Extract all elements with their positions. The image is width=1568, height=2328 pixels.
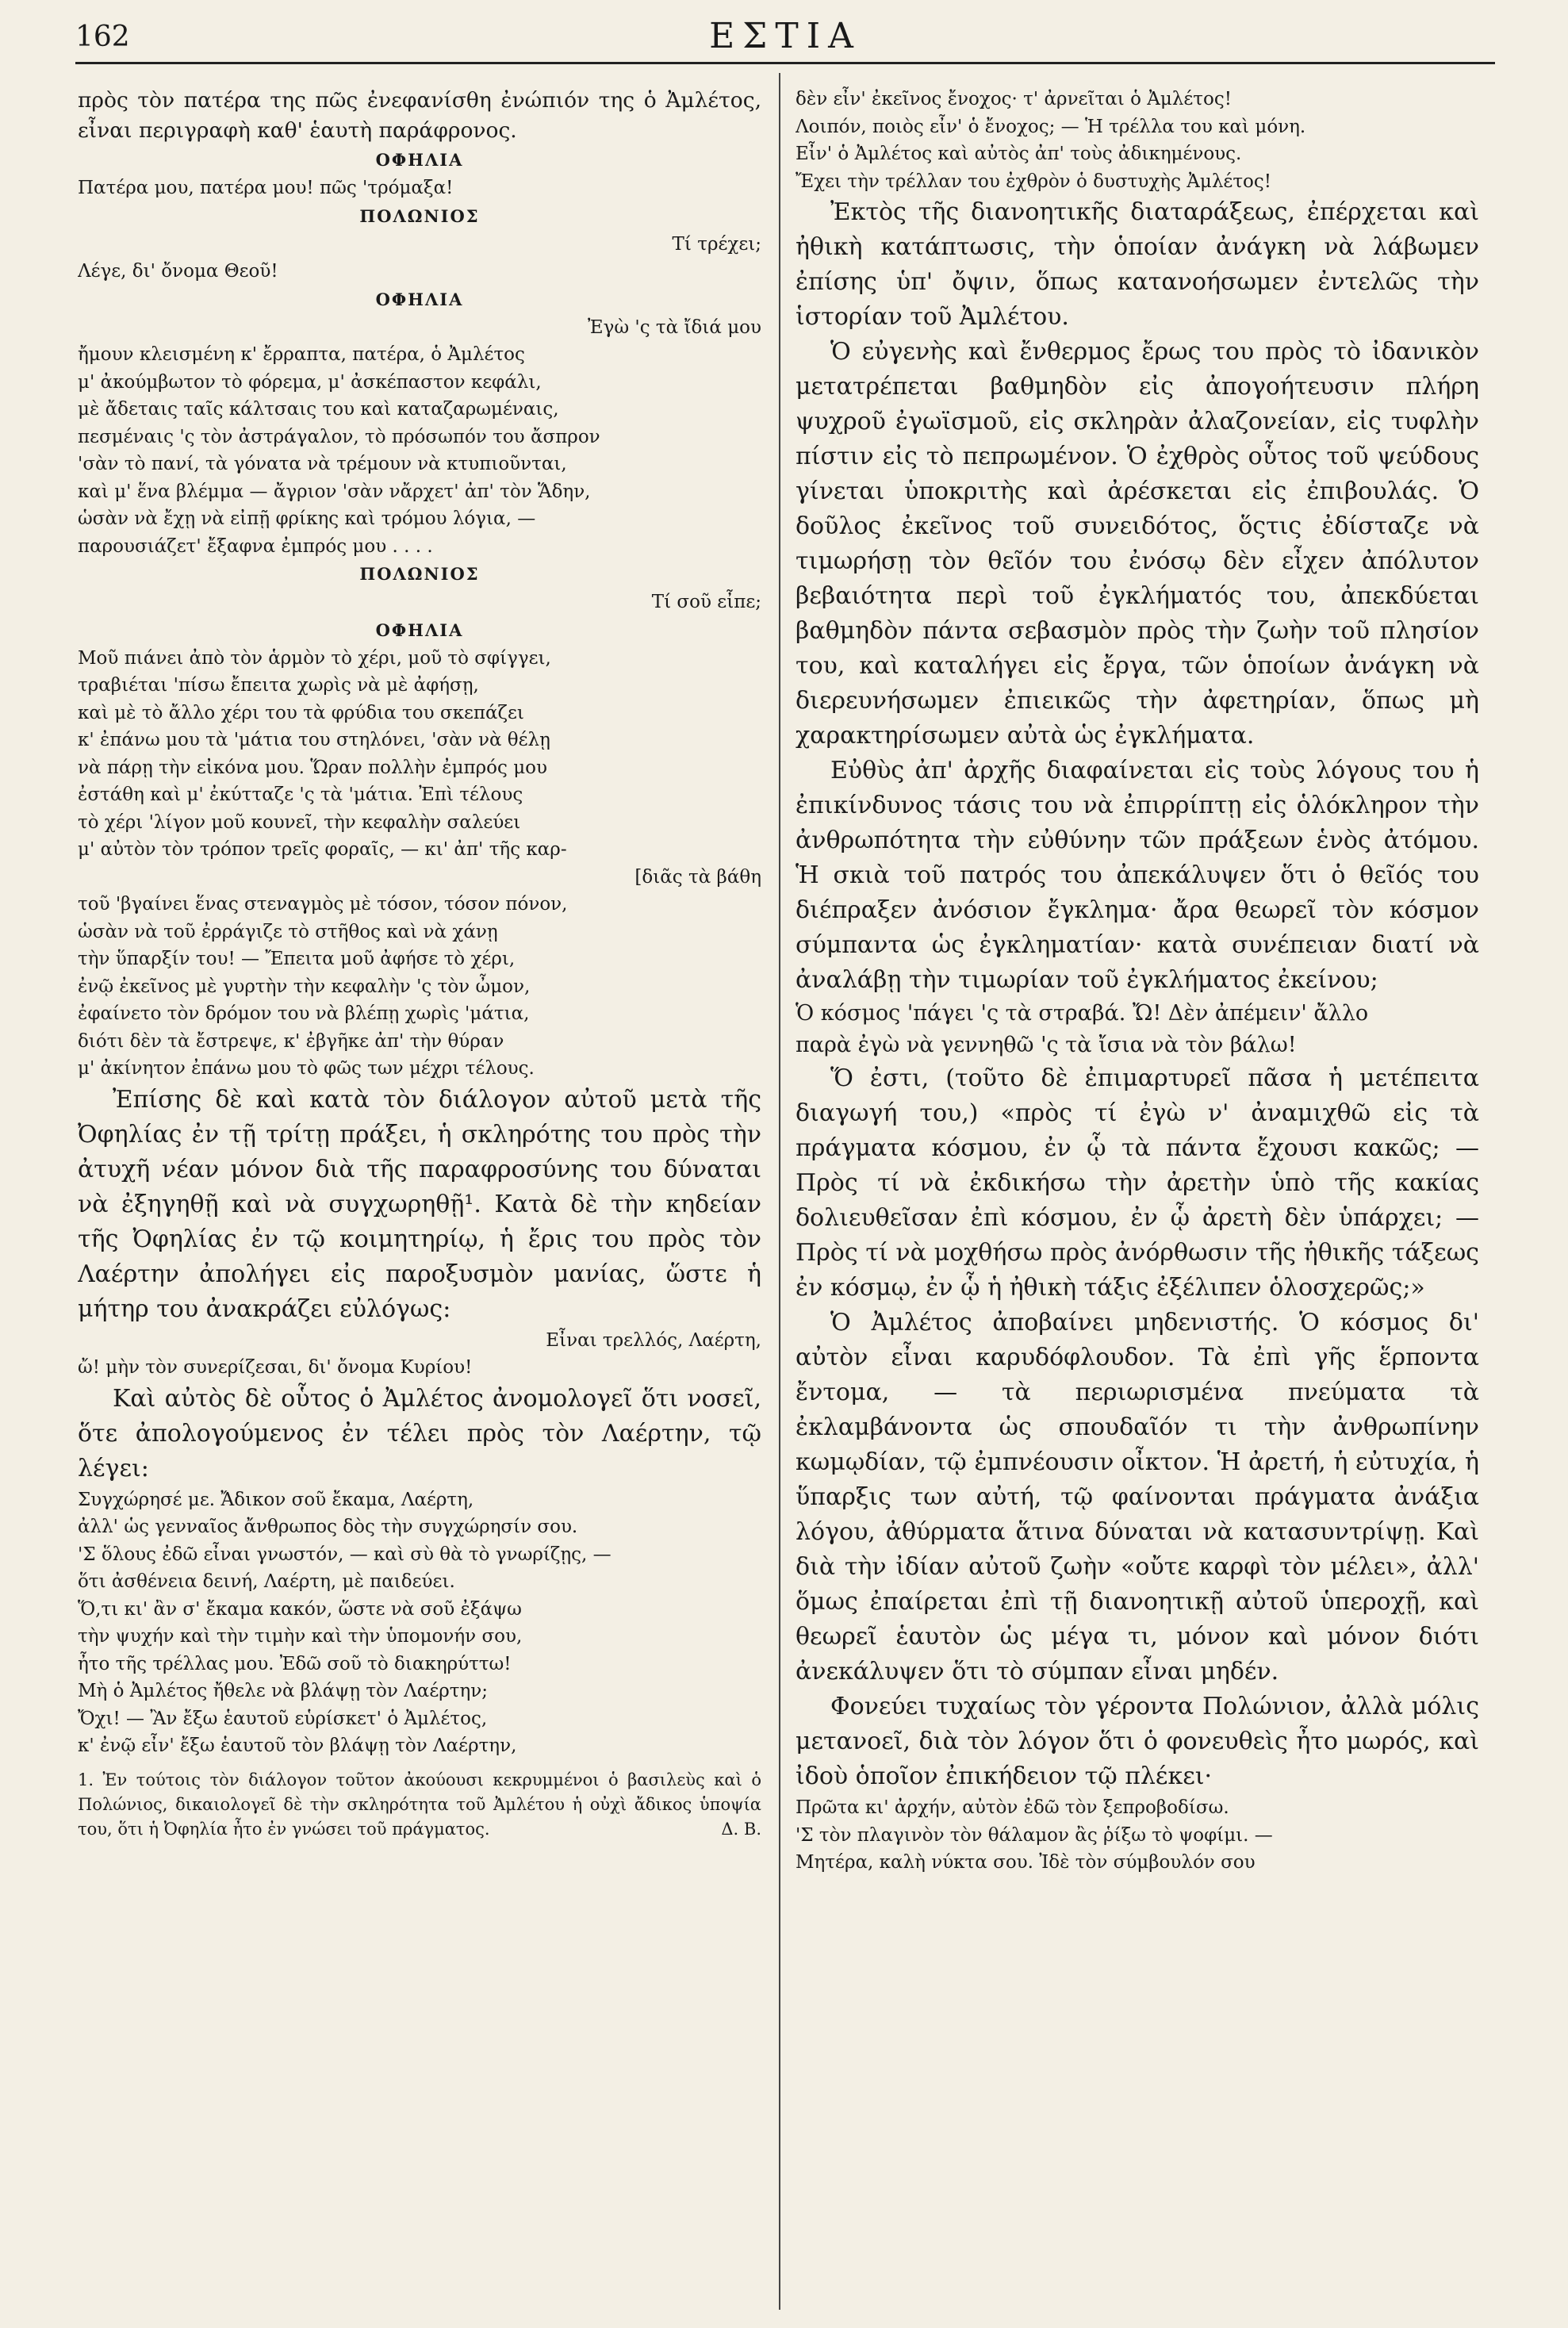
footnote-signature: Δ. Β.	[721, 1819, 761, 1839]
verse-line: τὴν ὕπαρξίν του! — Ἔπειτα μοῦ ἀφήσε τὸ χέρι,	[78, 949, 516, 969]
body-paragraph: Ἐκτὸς τῆς διανοητικῆς διαταράξεως, ἐπέρχεται καὶ ἠθικὴ κατάπτωσις, τὴν ὁποίαν ἀνάγκη νὰ λάβωμεν ἐπίσης ὑπ' ὄψιν, ὅπως κατανοήσωμεν ἐντελῶς τὴν ἱστορίαν τοῦ Ἀμλέτου.	[796, 198, 1479, 331]
verse-line: Ὅ,τι κι' ἂν σ' ἔκαμα κακόν, ὥστε νὰ σοῦ ἐξάψω	[78, 1598, 522, 1620]
verse-line: ἀλλ' ὡς γενναῖος ἄνθρωπος δὸς τὴν συγχώρησίν σου.	[78, 1517, 578, 1537]
speaker-label: ΟΦΗΛΙΑ	[375, 289, 464, 309]
speaker-label: ΠΟΛΩΝΙΟΣ	[359, 564, 480, 584]
verse-block	[78, 1486, 761, 1760]
verse-line: νὰ πάρῃ τὴν εἰκόνα μου. Ὥραν πολλὴν ἐμπρός μου	[78, 757, 547, 778]
body-paragraph: Ἐπίσης δὲ καὶ κατὰ τὸν διάλογον αὐτοῦ μετὰ τῆς Ὀφηλίας ἐν τῇ τρίτῃ πράξει, ἡ σκληρότης του πρὸς τὴν ἀτυχῆ νέαν μόνον διὰ τῆς παραφροσύνης του δύναται νὰ ἐξηγηθῇ καὶ νὰ συγχωρηθῇ¹. Κατὰ δὲ τὴν κηδείαν τῆς Ὀφηλίας ἐν τῷ κοιμητηρίῳ, ἡ ἔρις του πρὸς τὸν Λαέρτην ἀπολήγει εἰς παροξυσμὸν μανίας, ὥστε ἡ μήτηρ του ἀνακράζει εὐλόγως:	[78, 1085, 761, 1323]
verse-line: ὅτι ἀσθένεια δεινή, Λαέρτη, μὲ παιδεύει.	[78, 1571, 455, 1592]
verse-line: Ὄχι! — Ἂν ἔξω ἑαυτοῦ εὑρίσκετ' ὁ Ἀμλέτος,	[78, 1708, 488, 1729]
verse-line: μ' ἀκίνητον ἐπάνω μου τὸ φῶς των μέχρι τέλους.	[78, 1058, 535, 1079]
verse-line: καὶ μὲ τὸ ἄλλο χέρι του τὰ φρύδια του σκεπάζει	[78, 702, 524, 723]
speaker-label: ΟΦΗΛΙΑ	[375, 150, 464, 170]
body-paragraph: Ὁ Ἀμλέτος ἀποβαίνει μηδενιστής. Ὁ κόσμος δι' αὐτὸν εἶναι καρυδόφλουδον. Τὰ ἐπὶ γῆς ἕρποντα ἔντομα, — τὰ περιωρισμένα πνεύματα τὰ ἐκλαμβάνοντα ὡς σπουδαῖόν τι τὴν ἀνθρωπίνην κωμῳδίαν, τῷ ἐμπνέουσιν οἶκτον. Ἡ ἀρετή, ἡ εὐτυχία, ἡ ὕπαρξις των αὐτή, τῷ φαίνονται πράγματα ἀνάξια λόγου, ἀθύρματα ἅτινα δύναται νὰ κατασυντρίψῃ. Καὶ διὰ τὴν ἰδίαν αὐτοῦ ζωὴν «οὔτε καρφὶ τὸν μέλει», ἀλλ' ὅμως ἐπαίρεται ἐπὶ τῇ διανοητικῇ αὐτοῦ ὑπεροχῇ, καὶ θεωρεῖ ἑαυτὸν ὡς μέγα τι, μόνον καὶ μόνον διότι ἀνεκάλυψεν ὅτι τὸ σύμπαν εἶναι μηδέν.	[796, 1309, 1479, 1686]
verse-line: Μὴ ὁ Ἀμλέτος ἤθελε νὰ βλάψῃ τὸν Λαέρτην;	[78, 1681, 488, 1701]
verse-line: κ' ἐνῷ εἶν' ἔξω ἑαυτοῦ τὸν βλάψῃ τὸν Λαέρτην,	[78, 1735, 517, 1756]
quote-line: Εἶναι τρελλός, Λαέρτη,	[546, 1329, 761, 1351]
verse-line: ἦτο τῆς τρέλλας μου. Ἐδῶ σοῦ τὸ διακηρύττω!	[78, 1653, 512, 1674]
body-paragraph: Εὐθὺς ἀπ' ἀρχῆς διαφαίνεται εἰς τοὺς λόγους του ἡ ἐπικίνδυνος τάσις του νὰ ἐπιρρίπτῃ εἰς ὁλόκληρον τὴν ἀνθρωπότητα τὴν εὐθύνην τῶν πράξεων ἑνὸς ἀτόμου. Ἡ σκιὰ τοῦ πατρός του ἀπεκάλυψεν ὅτι ὁ θεῖός του διέπραξεν ἀνόσιον ἔγκλημα· ἄρα θεωρεῖ τὸν κόσμον σύμπαντα ὡς ἐγκληματίαν· κατὰ συνέπειαν διατί νὰ ἀναλάβῃ τὴν τιμωρίαν τοῦ ἐγκλήματος ἐκείνου;	[796, 757, 1479, 994]
verse-line: 'Σ ὅλους ἐδῶ εἶναι γνωστόν, — καὶ σὺ θὰ τὸ γνωρίζῃς, —	[78, 1544, 611, 1565]
verse-line: Μητέρα, καλὴ νύκτα σου. Ἰδὲ τὸν σύμβουλόν σου	[796, 1852, 1256, 1873]
journal-title: ΕΣΤΙΑ	[709, 16, 861, 56]
verse-line: 'σὰν τὸ πανί, τὰ γόνατα νὰ τρέμουν νὰ κτυπιοῦνται,	[78, 454, 567, 474]
verse-block	[796, 998, 1479, 1061]
verse-line: Τί σοῦ εἶπε;	[651, 592, 761, 612]
verse-line: ἤμουν κλεισμένη κ' ἔρραπτα, πατέρα, ὁ Ἀμλέτος	[78, 344, 525, 365]
verse-line: μὲ ἄδεταις ταῖς κάλτσαις του καὶ καταζαρωμέναις,	[78, 399, 559, 420]
verse-line: μ' ἀκούμβωτον τὸ φόρεμα, μ' ἀσκέπαστον κεφάλι,	[78, 371, 542, 393]
verse-line: παρὰ ἐγὼ νὰ γεννηθῶ 'ς τὰ ἴσια νὰ τὸν βάλω!	[796, 1033, 1297, 1057]
verse-line: Λέγε, δι' ὄνομα Θεοῦ!	[78, 261, 278, 282]
verse-line: Μοῦ πιάνει ἀπὸ τὸν ἁρμὸν τὸ χέρι, μοῦ τὸ σφίγγει,	[78, 647, 551, 669]
verse-line: διότι δὲν τὰ ἔστρεψε, κ' ἐβγῆκε ἀπ' τὴν θύραν	[78, 1030, 504, 1052]
body-paragraph: Καὶ αὐτὸς δὲ οὗτος ὁ Ἀμλέτος ἀνομολογεῖ ὅτι νοσεῖ, ὅτε ἀπολογούμενος ἐν τέλει πρὸς τὸν Λαέρτην, τῷ λέγει:	[78, 1384, 761, 1482]
verse-line: Ἐγὼ 'ς τὰ ἴδιά μου	[587, 316, 761, 338]
header-rule	[75, 62, 1495, 64]
verse-line: Τί τρέχει;	[672, 233, 761, 255]
verse-line: [διᾶς τὰ βάθη	[634, 866, 761, 888]
verse-line: ἐφαίνετο τὸν δρόμον του νὰ βλέπῃ χωρὶς 'μάτια,	[78, 1003, 530, 1024]
verse-line: πεσμέναις 'ς τὸν ἀστράγαλον, τὸ πρόσωπόν του ἄσπρον	[78, 426, 600, 447]
page-header	[75, 14, 1495, 63]
footnote	[78, 1768, 761, 1842]
left-column	[78, 86, 761, 2291]
verse-line: Εἶν' ὁ Ἀμλέτος καὶ αὐτὸς ἀπ' τοὺς ἀδικημένους.	[796, 144, 1242, 164]
footnote-text: 1. Ἐν τούτοις τὸν διάλογον τοῦτον ἀκούουσι κεκρυμμένοι ὁ βασιλεὺς καὶ ὁ Πολώνιος, δικαιολογεῖ δὲ τὴν σκληρότητα τοῦ Ἀμλέτου ἡ οὐχὶ ἄδικος ὑποψία του, ὅτι ἡ Ὀφηλία ἦτο ἐν γνώσει τοῦ πράγματος.	[78, 1770, 761, 1839]
verse-line: τὸ χέρι 'λίγον μοῦ κουνεῖ, τὴν κεφαλὴν σαλεύει	[78, 811, 521, 833]
speaker-label: ΠΟΛΩΝΙΟΣ	[359, 205, 480, 226]
column-divider	[779, 73, 780, 2310]
verse-line: κ' ἐπάνω μου τὰ 'μάτια του στηλόνει, 'σὰν νὰ θέλῃ	[78, 730, 550, 750]
verse-line: ἐνῷ ἐκεῖνος μὲ γυρτὴν τὴν κεφαλὴν 'ς τὸν ὦμον,	[78, 976, 531, 997]
verse-block	[796, 86, 1479, 195]
quote-line: ὤ! μὴν τὸν συνερίζεσαι, δι' ὄνομα Κυρίου!	[78, 1357, 473, 1378]
body-paragraph: Φονεύει τυχαίως τὸν γέροντα Πολώνιον, ἀλλὰ μόλις μετανοεῖ, διὰ τὸν λόγον ὅτι ὁ φονευθεὶς ἦτο μωρός, καὶ ἰδοὺ ὁποῖον ἐπικήδειον τῷ πλέκει·	[796, 1693, 1479, 1790]
verse-block	[78, 314, 761, 561]
verse-block	[78, 645, 761, 1083]
verse-line: ἐστάθη καὶ μ' ἐκύτταζε 'ς τὰ 'μάτια. Ἐπὶ τέλους	[78, 784, 523, 805]
verse-line: Ἔχει τὴν τρέλλαν του ἐχθρὸν ὁ δυστυχὴς Ἀμλέτος!	[796, 171, 1272, 192]
verse-line: δὲν εἶν' ἐκεῖνος ἔνοχος· τ' ἀρνεῖται ὁ Ἀμλέτος!	[796, 89, 1232, 109]
verse-line: 'Σ τὸν πλαγινὸν τὸν θάλαμον ἂς ῥίξω τὸ ψοφίμι. —	[796, 1824, 1273, 1846]
verse-line: Ὁ κόσμος 'πάγει 'ς τὰ στραβά. Ὤ! Δὲν ἀπέμειν' ἄλλο	[796, 1001, 1369, 1026]
verse-line: Πρῶτα κι' ἀρχήν, αὐτὸν ἐδῶ τὸν ξεπροβοδίσω.	[796, 1797, 1229, 1818]
verse-line: τραβιέται 'πίσω ἔπειτα χωρὶς νὰ μὲ ἀφήσῃ,	[78, 675, 479, 696]
speaker-label: ΟΦΗΛΙΑ	[375, 619, 464, 640]
page-number: 162	[75, 21, 130, 53]
verse-line: καὶ μ' ἕνα βλέμμα — ἄγριον 'σὰν νἄρχετ' ἀπ' τὸν Ἅδην,	[78, 481, 591, 502]
verse-line: τοῦ 'βγαίνει ἕνας στεναγμὸς μὲ τόσον, τόσον πόνον,	[78, 894, 568, 915]
verse-line: παρουσιάζετ' ἔξαφνα ἐμπρός μου . . . .	[78, 535, 433, 557]
intro-paragraph: πρὸς τὸν πατέρα της πῶς ἐνεφανίσθη ἐνώπιόν της ὁ Ἀμλέτος, εἶναι περιγραφὴ καθ' ἑαυτὴ παράφρονος.	[78, 88, 761, 143]
body-paragraph: Ὁ εὐγενὴς καὶ ἔνθερμος ἔρως του πρὸς τὸ ἰδανικὸν μετατρέπεται βαθμηδὸν εἰς ἀπογοήτευσιν πλήρη ψυχροῦ ἐγωϊσμοῦ, εἰς σκληρὰν ἀλαζονείαν, εἰς τυφλὴν πίστιν εἰς τὸ πεπρωμένον. Ὁ ἐχθρὸς οὗτος τοῦ ψεύδους γίνεται ὑποκριτὴς καὶ ἀρέσκεται εἰς ἐπιβουλάς. Ὁ δοῦλος ἐκεῖνος τοῦ συνειδότος, ὅςτις ἐδίσταζε νὰ τιμωρήσῃ τὸν θεῖόν του ἐνόσῳ δὲν εἶχεν ἀπόλυτον βεβαιότητα περὶ τοῦ ἐγκλήματός του, ἀπεκδύεται βαθμηδὸν πάντα σεβασμὸν πρὸς τὴν ζωὴν τοῦ πλησίον του, καὶ καταλήγει εἰς ἔργα, τῶν ὁποίων ἀνάγκη νὰ διερευνήσωμεν ἐπιεικῶς τὴν ἀφετηρίαν, ὅπως μὴ χαρακτηρίσωμεν αὐτὰ ὡς ἐγκλήματα.	[796, 338, 1479, 750]
verse-line: ὡσὰν νὰ τοῦ ἐρράγιζε τὸ στῆθος καὶ νὰ χάνῃ	[78, 921, 498, 942]
verse-line: Συγχώρησέ με. Ἄδικον σοῦ ἔκαμα, Λαέρτη,	[78, 1489, 474, 1510]
verse-line: μ' αὐτὸν τὸν τρόπον τρεῖς φοραῖς, — κι' ἀπ' τῆς καρ-	[78, 839, 567, 860]
verse-block	[796, 1794, 1479, 1877]
verse-line: Πατέρα μου, πατέρα μου! πῶς 'τρόμαξα!	[78, 178, 454, 198]
right-column	[796, 86, 1479, 2307]
verse-line: τὴν ψυχήν καὶ τὴν τιμὴν καὶ τὴν ὑπομονήν σου,	[78, 1626, 523, 1647]
verse-line: ὡσὰν νὰ ἔχῃ νὰ εἰπῇ φρίκης καὶ τρόμου λόγια, —	[78, 508, 536, 529]
verse-line: Λοιπόν, ποιὸς εἶν' ὁ ἔνοχος; — Ἡ τρέλλα του καὶ μόνη.	[796, 116, 1306, 137]
body-paragraph: Ὅ ἐστι, (τοῦτο δὲ ἐπιμαρτυρεῖ πᾶσα ἡ μετέπειτα διαγωγή του,) «πρὸς τί ἐγὼ ν' ἀναμιχθῶ εἰς τὰ πράγματα κόσμου, ἐν ᾧ τὰ πάντα ἔχουσι κακῶς; — Πρὸς τί νὰ ἐκδικήσω τὴν ἀρετὴν ὑπὸ τῆς κακίας δολιευθεῖσαν ἐπὶ κόσμου, ἐν ᾧ ἀρετὴ δὲν ὑπάρχει; — Πρὸς τί νὰ μοχθήσω πρὸς ἀνόρθωσιν τῆς ἠθικῆς τάξεως ἐν κόσμῳ, ἐν ᾧ ἡ ἠθικὴ τάξις ἐξέλιπεν ὁλοσχερῶς;»	[796, 1064, 1479, 1302]
